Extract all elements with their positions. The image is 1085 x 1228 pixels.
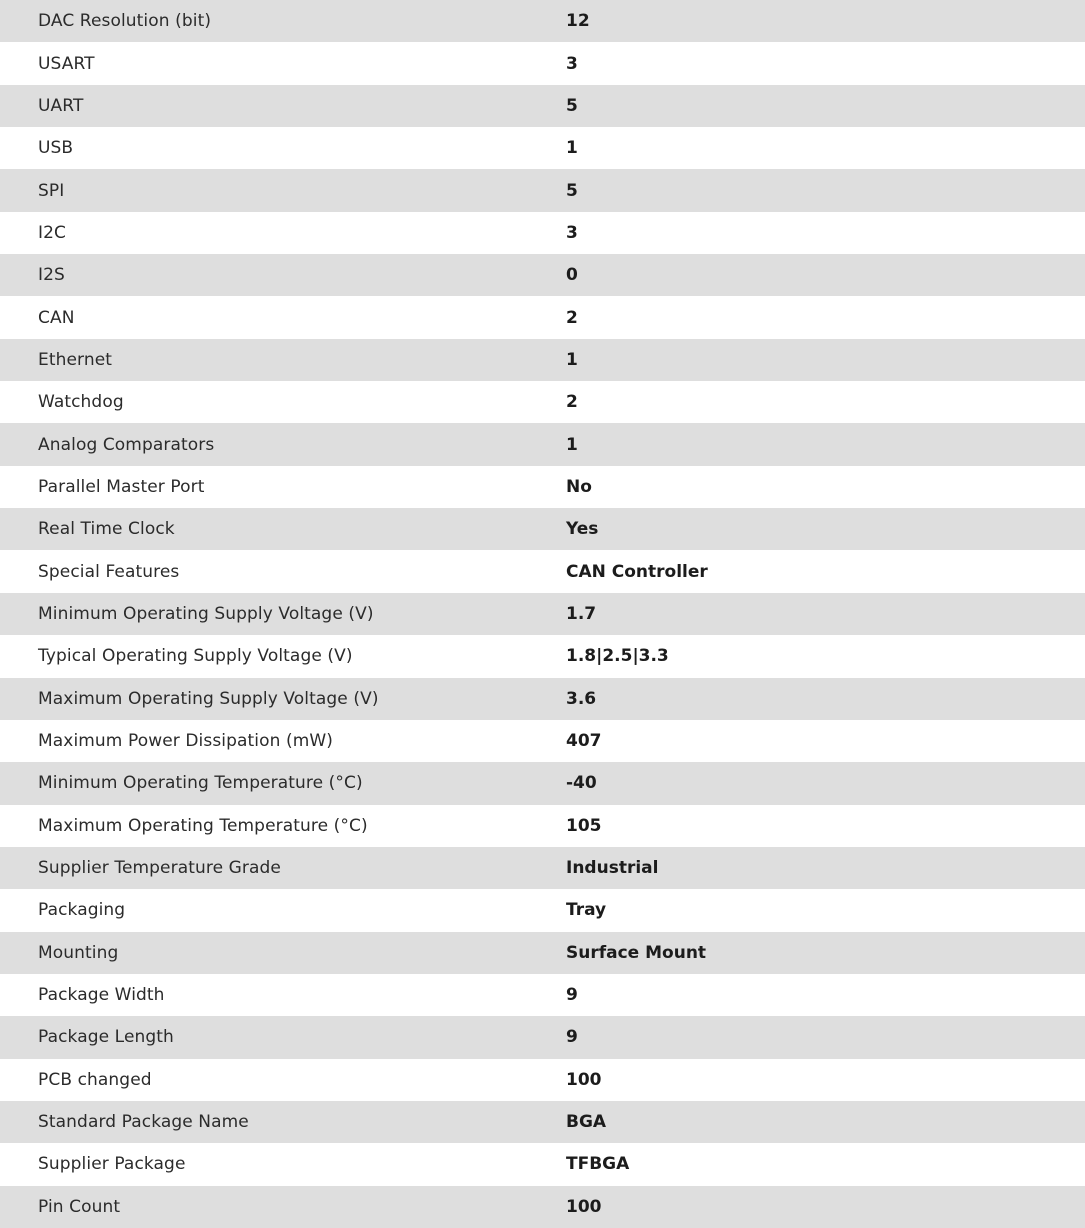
- spec-label: Minimum Operating Supply Voltage (V): [38, 603, 374, 624]
- table-row: [0, 762, 1085, 804]
- spec-value: 2: [566, 307, 578, 328]
- spec-label: Standard Package Name: [38, 1112, 249, 1133]
- spec-label: PCB changed: [38, 1069, 152, 1090]
- table-row: [0, 805, 1085, 847]
- table-row: [0, 1143, 1085, 1185]
- spec-value: 407: [566, 731, 602, 752]
- spec-label: Supplier Temperature Grade: [38, 858, 281, 879]
- spec-label: Parallel Master Port: [38, 476, 205, 497]
- spec-value: 5: [566, 95, 578, 116]
- table-row: [0, 42, 1085, 84]
- table-row: [0, 847, 1085, 889]
- spec-value: 9: [566, 1027, 578, 1048]
- spec-value: 0: [566, 265, 578, 286]
- table-row: [0, 296, 1085, 338]
- table-row: [0, 423, 1085, 465]
- spec-value: 3: [566, 53, 578, 74]
- spec-label: Package Length: [38, 1027, 174, 1048]
- spec-value: 105: [566, 815, 602, 836]
- spec-label: Package Width: [38, 985, 165, 1006]
- spec-value: 100: [566, 1196, 602, 1217]
- spec-value: 5: [566, 180, 578, 201]
- table-row: [0, 1059, 1085, 1101]
- spec-label: CAN: [38, 307, 75, 328]
- spec-label: I2S: [38, 265, 65, 286]
- spec-value: 1.7: [566, 603, 597, 624]
- spec-label: DAC Resolution (bit): [38, 11, 212, 32]
- spec-value: 1.8|2.5|3.3: [566, 646, 669, 667]
- spec-label: SPI: [38, 180, 65, 201]
- spec-label: Packaging: [38, 900, 126, 921]
- table-row: [0, 1186, 1085, 1228]
- spec-label: Minimum Operating Temperature (°C): [38, 773, 363, 794]
- table-row: [0, 974, 1085, 1016]
- table-row: [0, 550, 1085, 592]
- table-row: [0, 720, 1085, 762]
- spec-label: Mounting: [38, 942, 119, 963]
- spec-value: Tray: [566, 900, 607, 921]
- spec-label: Real Time Clock: [38, 519, 175, 540]
- table-row: [0, 1016, 1085, 1058]
- spec-value: 1: [566, 434, 578, 455]
- spec-label: Ethernet: [38, 349, 113, 370]
- spec-value: 3: [566, 222, 578, 243]
- table-row: [0, 593, 1085, 635]
- spec-value: Industrial: [566, 858, 659, 879]
- table-row: [0, 932, 1085, 974]
- spec-value: -40: [566, 773, 597, 794]
- spec-label: I2C: [38, 222, 66, 243]
- table-row: [0, 127, 1085, 169]
- table-row: [0, 466, 1085, 508]
- spec-value: BGA: [566, 1112, 607, 1133]
- spec-label: Maximum Operating Temperature (°C): [38, 815, 368, 836]
- spec-label: Special Features: [38, 561, 180, 582]
- spec-label: Maximum Operating Supply Voltage (V): [38, 688, 379, 709]
- table-row: [0, 1101, 1085, 1143]
- table-row: [0, 85, 1085, 127]
- table-row: [0, 635, 1085, 677]
- table-row: [0, 212, 1085, 254]
- table-row: [0, 889, 1085, 931]
- spec-label: Analog Comparators: [38, 434, 215, 455]
- spec-label: Maximum Power Dissipation (mW): [38, 731, 334, 752]
- spec-value: 3.6: [566, 688, 597, 709]
- spec-value: 100: [566, 1069, 602, 1090]
- spec-label: Pin Count: [38, 1196, 121, 1217]
- spec-label: Typical Operating Supply Voltage (V): [38, 646, 353, 667]
- spec-value: 2: [566, 392, 578, 413]
- spec-value: 9: [566, 985, 578, 1006]
- spec-label: Watchdog: [38, 392, 124, 413]
- table-row: [0, 0, 1085, 42]
- spec-value: 1: [566, 138, 578, 159]
- spec-value: 12: [566, 11, 590, 32]
- spec-label: Supplier Package: [38, 1154, 186, 1175]
- table-row: [0, 254, 1085, 296]
- spec-value: TFBGA: [566, 1154, 630, 1175]
- table-row: [0, 381, 1085, 423]
- table-row: [0, 169, 1085, 211]
- spec-label: USART: [38, 53, 95, 74]
- spec-value: Yes: [566, 519, 599, 540]
- spec-value: CAN Controller: [566, 561, 708, 582]
- spec-label: UART: [38, 95, 84, 116]
- spec-value: Surface Mount: [566, 942, 707, 963]
- table-row: [0, 339, 1085, 381]
- spec-label: USB: [38, 138, 74, 159]
- table-row: [0, 678, 1085, 720]
- spec-value: 1: [566, 349, 578, 370]
- spec-value: No: [566, 476, 592, 497]
- table-row: [0, 508, 1085, 550]
